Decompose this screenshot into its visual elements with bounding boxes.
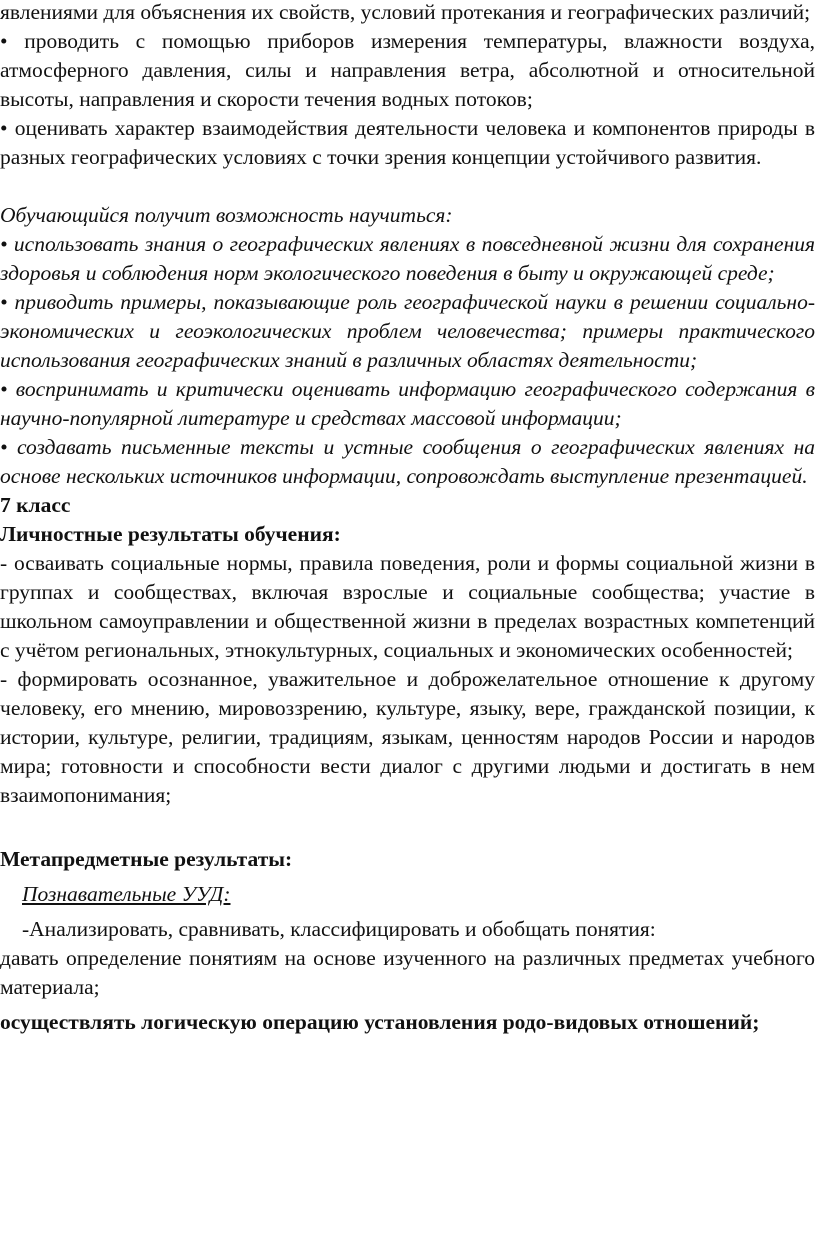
meta-results-heading: Метапредметные результаты: <box>0 847 293 871</box>
grade-heading: 7 класс <box>0 493 71 517</box>
opportunity-item-knowledge: • использовать знания о географических явлениях в повседневной жизни для сохранения здоровья и соблюдения норм экологического поведения в быту и окружающей среде; <box>0 232 815 285</box>
opportunity-item-perceive: • воспринимать и критически оценивать информацию географического содержания в научно-популярной литературе и средствах массовой информации; <box>0 377 815 430</box>
spacer <box>0 172 815 201</box>
meta-item-logic: осуществлять логическую операцию установления родо-видовых отношений; <box>0 1010 760 1034</box>
paragraph-intro-tail: явлениями для объяснения их свойств, условий протекания и географических различий; <box>0 0 811 24</box>
cognitive-heading: Познавательные УУД: <box>22 882 231 906</box>
spacer <box>0 810 815 839</box>
opportunity-item-create: • создавать письменные тексты и устные сообщения о географических явлениях на основе нескольких источников информации, сопровождать выступление презентацией. <box>0 435 815 488</box>
bullet-assess-interaction: • оценивать характер взаимодействия деятельности человека и компонентов природы в разных географических условиях с точки зрения концепции устойчивого развития. <box>0 116 815 169</box>
personal-results-heading: Личностные результаты обучения: <box>0 522 341 546</box>
bullet-instruments: • проводить с помощью приборов измерения температуры, влажности воздуха, атмосферного давления, силы и направления ветра, абсолютной и относительной высоты, направления и скорости течения водных потоков; <box>0 29 815 111</box>
personal-item-norms: - осваивать социальные нормы, правила поведения, роли и формы социальной жизни в группах и сообществах, включая взрослые и социальные сообщества; участие в школьном самоуправлении и общественной жизни в пределах возрастных компетенций с учётом региональных, этнокультурных, социальных и экономических особенностей; <box>0 551 815 662</box>
personal-item-attitude: - формировать осознанное, уважительное и доброжелательное отношение к другому человеку, его мнению, мировоззрению, культуре, языку, вере, гражданской позиции, к истории, культуре, религии, традициям, языкам, ценностям народов России и народов мира; готовности и способности вести диалог с другими людьми и достигать в нем взаимопонимания; <box>0 667 815 807</box>
opportunity-item-examples: • приводить примеры, показывающие роль географической науки в решении социально-экономических и геоэкологических проблем человечества; примеры практического использования географических знаний в различных областях деятельности; <box>0 290 815 372</box>
meta-item-define: давать определение понятиям на основе изученного на различных предметах учебного материала; <box>0 946 815 999</box>
meta-item-analyze: -Анализировать, сравнивать, классифицировать и обобщать понятия: <box>22 917 656 941</box>
opportunity-heading: Обучающийся получит возможность научиться: <box>0 203 453 227</box>
